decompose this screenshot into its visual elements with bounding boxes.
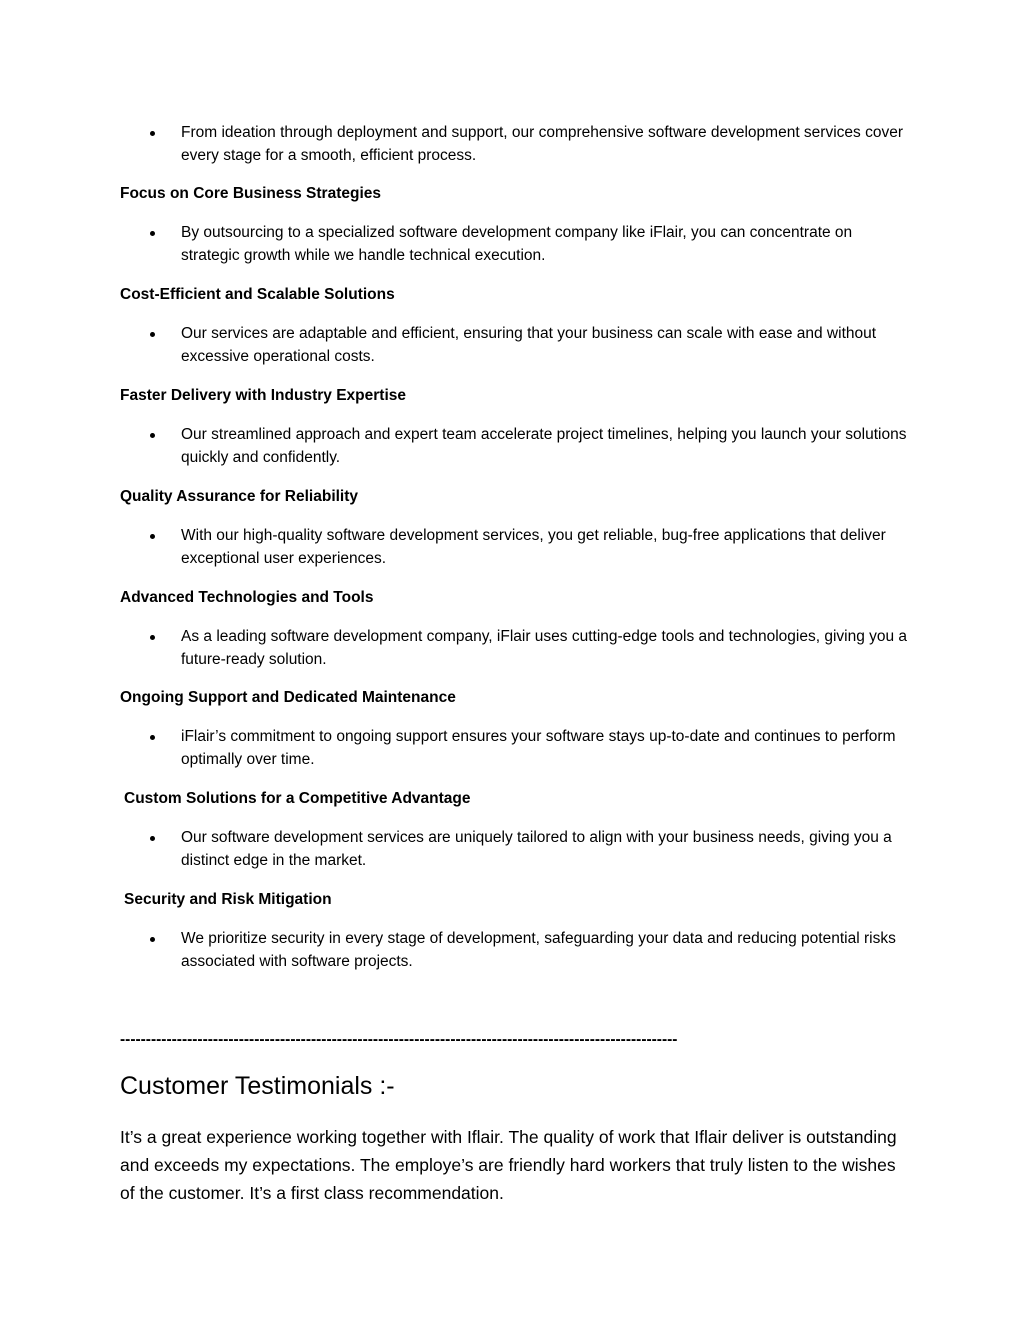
bullet-item [120, 524, 910, 570]
section-heading: Advanced Technologies and Tools [120, 589, 374, 606]
section-heading: Cost-Efficient and Scalable Solutions [120, 286, 395, 303]
bullet-dot-icon [150, 534, 155, 539]
section-heading: Faster Delivery with Industry Expertise [120, 387, 406, 404]
bullet-item [120, 725, 910, 771]
bullet-text: As a leading software development company, iFlair uses cutting-edge tools and technologies, giving you a future-ready solution. [181, 628, 908, 668]
section-heading: Ongoing Support and Dedicated Maintenance [120, 689, 456, 706]
dashed-divider: ------------------------------------------------------------------------------------------------------------ [120, 1031, 678, 1048]
section-cost-efficient [120, 285, 910, 368]
bullet-dot-icon [150, 937, 155, 942]
section-heading: Custom Solutions for a Competitive Advantage [124, 790, 471, 807]
bullet-dot-icon [150, 836, 155, 841]
section-heading: Focus on Core Business Strategies [120, 185, 381, 202]
section-custom-solutions [124, 789, 914, 872]
testimonials-title: Customer Testimonials :- [120, 1072, 395, 1100]
section-faster-delivery [120, 386, 910, 469]
bullet-dot-icon [150, 433, 155, 438]
bullet-dot-icon [150, 735, 155, 740]
bullet-text: From ideation through deployment and support, our comprehensive software development services cover every stage for a smooth, efficient process. [181, 124, 903, 164]
bullet-dot-icon [150, 131, 155, 136]
bullet-dot-icon [150, 332, 155, 337]
section-heading: Quality Assurance for Reliability [120, 488, 359, 505]
section-ongoing-support [120, 688, 910, 771]
bullet-item [120, 322, 910, 368]
bullet-item [120, 221, 910, 267]
bullet-text: By outsourcing to a specialized software development company like iFlair, you can concentrate on strategic growth while we handle technical execution. [181, 224, 853, 264]
bullet-dot-icon [150, 635, 155, 640]
testimonial-text: It’s a great experience working together with Iflair. The quality of work that Iflair deliver is outstanding and exceeds my expectations. The employe’s are friendly hard workers that truly listen to the wishes of the customer. It’s a first class recommendation. [120, 1127, 897, 1203]
bullet-text: Our streamlined approach and expert team accelerate project timelines, helping you launch your solutions quickly and confidently. [181, 426, 907, 466]
section-heading: Security and Risk Mitigation [124, 891, 332, 908]
bullet-text: With our high-quality software development services, you get reliable, bug-free applications that deliver exceptional user experiences. [181, 527, 886, 567]
bullet-item [120, 625, 910, 671]
bullet-item [120, 927, 914, 973]
bullet-text: Our services are adaptable and efficient, ensuring that your business can scale with ease and without excessive operational costs. [181, 325, 877, 365]
bullet-dot-icon [150, 231, 155, 236]
bullet-item [120, 121, 910, 167]
bullet-item [120, 826, 914, 872]
bullet-text: We prioritize security in every stage of development, safeguarding your data and reducing potential risks associated with software projects. [181, 930, 896, 970]
section-quality-assurance [120, 487, 910, 570]
bullet-item [120, 423, 910, 469]
bullet-text: Our software development services are uniquely tailored to align with your business needs, giving you a distinct edge in the market. [181, 829, 892, 869]
section-advanced-tech [120, 588, 910, 671]
section-security [124, 890, 914, 973]
intro-bullet-block [120, 121, 910, 167]
bullet-text: iFlair’s commitment to ongoing support ensures your software stays up-to-date and continues to perform optimally over time. [181, 728, 896, 768]
section-focus-core [120, 184, 910, 267]
